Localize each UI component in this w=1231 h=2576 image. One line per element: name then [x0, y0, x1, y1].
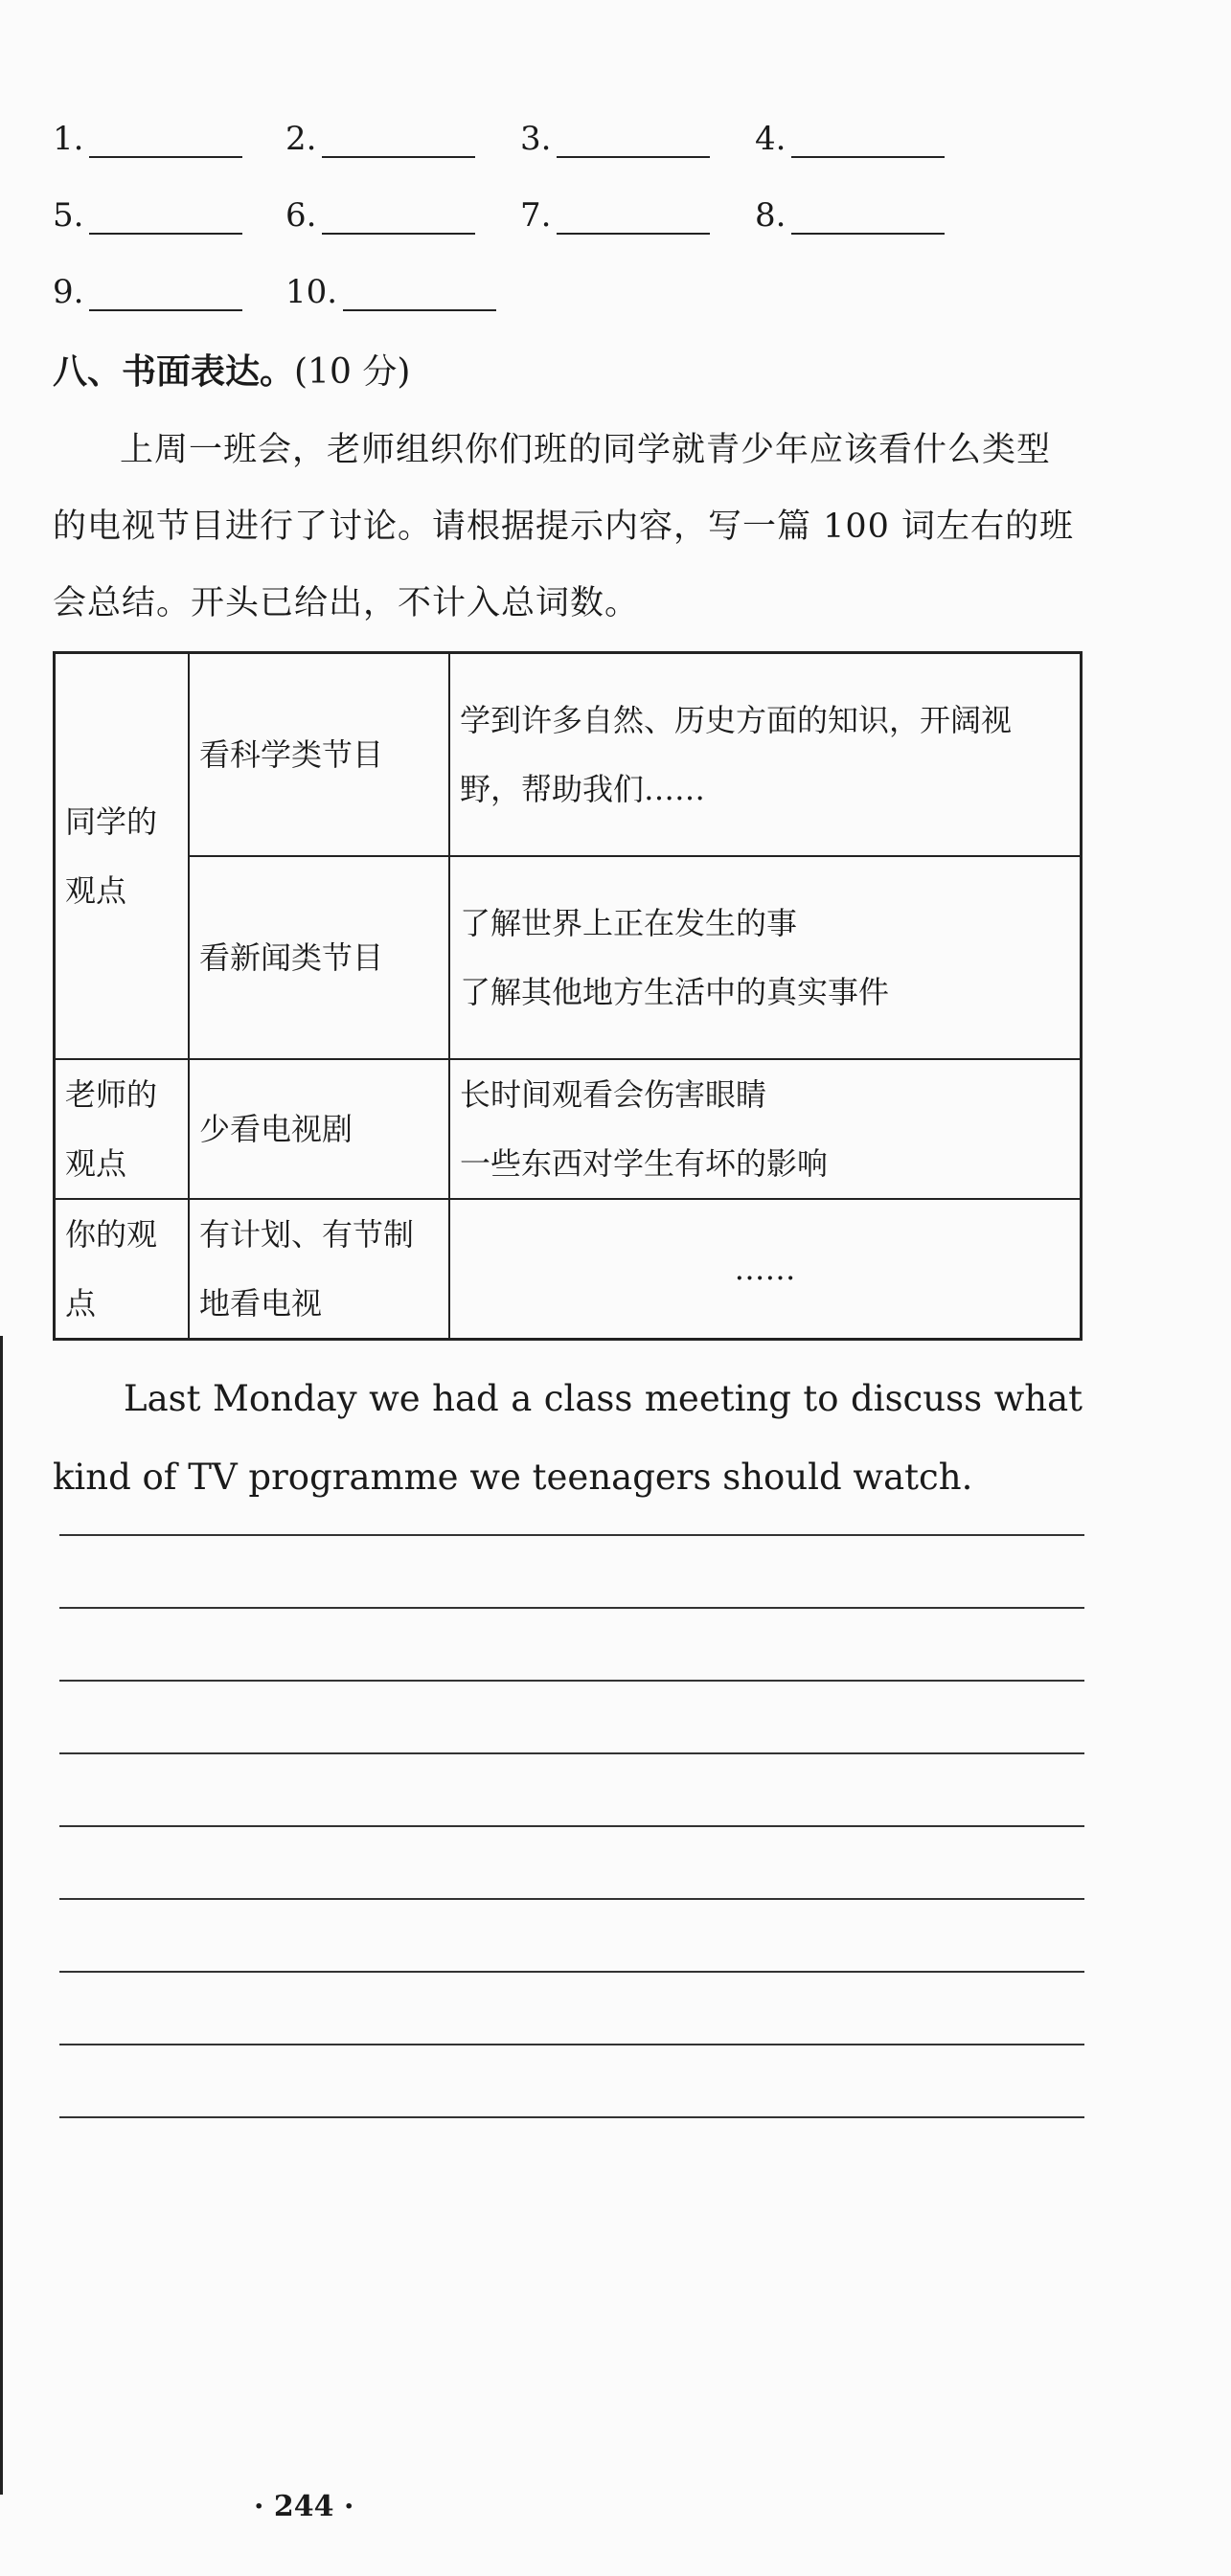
teacher-program: 少看电视剧 [189, 1059, 449, 1199]
answer-blank-6[interactable]: 6. [285, 196, 475, 235]
section-heading: 八、书面表达。 [53, 352, 295, 392]
news-program: 看新闻类节目 [189, 856, 449, 1059]
writing-line[interactable] [59, 1825, 1084, 1827]
writing-line[interactable] [59, 1752, 1084, 1754]
writing-line[interactable] [59, 1534, 1084, 1536]
answer-blank-4[interactable]: 4. [755, 120, 945, 158]
your-reason: …… [449, 1199, 1082, 1340]
page-number: · 244 · [254, 2490, 354, 2523]
section-title [53, 345, 410, 394]
answer-blank-5[interactable]: 5. [53, 196, 242, 235]
your-label: 你的观点 [55, 1199, 190, 1340]
teacher-reason-1: 长时间观看会伤害眼睛 [460, 1076, 767, 1113]
writing-prompt: 上周一班会，老师组织你们班的同学就青少年应该看什么类型的电视节目进行了讨论。请根据提示内容，写一篇 100 词左右的班会总结。开头已给出，不计入总词数。 [53, 431, 1075, 622]
your-program: 有计划、有节制地看电视 [189, 1199, 449, 1340]
news-reason-1: 了解世界上正在发生的事 [460, 905, 798, 941]
writing-line[interactable] [59, 2044, 1084, 2045]
teacher-label: 老师的观点 [55, 1059, 190, 1199]
writing-line[interactable] [59, 1680, 1084, 1682]
answer-blank-7[interactable]: 7. [520, 196, 710, 235]
answer-blank-1[interactable]: 1. [53, 120, 242, 158]
news-reason-2: 了解其他地方生活中的真实事件 [460, 974, 890, 1010]
students-label: 同学的观点 [55, 653, 190, 1060]
essay-opening: Last Monday we had a class meeting to discuss what kind of TV programme we teenagers should watch. [53, 1378, 1083, 1498]
page-edge [0, 1336, 3, 2495]
science-program: 看科学类节目 [189, 653, 449, 857]
answer-blank-9[interactable]: 9. [53, 273, 242, 311]
writing-line[interactable] [59, 1971, 1084, 1973]
viewpoints-table [53, 651, 1083, 1341]
answer-blank-10[interactable]: 10. [285, 273, 496, 311]
writing-line[interactable] [59, 1607, 1084, 1609]
answer-blank-8[interactable]: 8. [755, 196, 945, 235]
answer-blank-2[interactable]: 2. [285, 120, 475, 158]
news-reasons [449, 856, 1082, 1059]
writing-line[interactable] [59, 1898, 1084, 1900]
section-score: (10 分) [294, 352, 411, 392]
science-reason: 学到许多自然、历史方面的知识，开阔视野，帮助我们…… [449, 653, 1082, 857]
teacher-reason-2: 一些东西对学生有坏的影响 [460, 1145, 829, 1182]
answer-blank-3[interactable]: 3. [520, 120, 710, 158]
writing-line[interactable] [59, 2116, 1084, 2118]
teacher-reasons [449, 1059, 1082, 1199]
